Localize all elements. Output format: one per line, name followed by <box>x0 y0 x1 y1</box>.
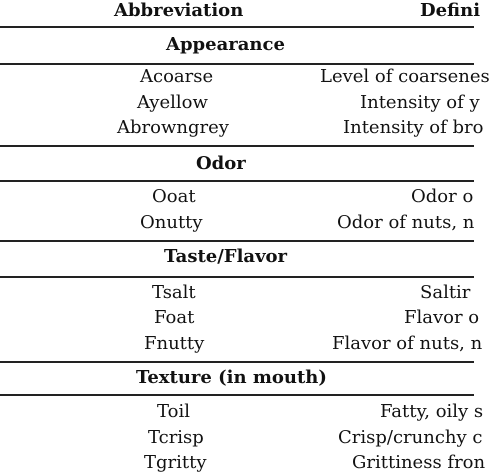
definition-cell: Saltir <box>420 282 471 303</box>
definition-cell: Intensity of y <box>360 92 480 113</box>
abbreviation-cell: Tgritty <box>144 452 207 473</box>
rule-line <box>0 276 474 278</box>
definition-cell: Grittiness fron <box>352 452 486 473</box>
definition-cell: Crisp/crunchy c <box>338 427 483 448</box>
abbreviation-cell: Foat <box>154 307 195 328</box>
abbreviation-cell: Toil <box>157 401 190 422</box>
rule-line <box>0 394 474 396</box>
rule-line <box>0 145 474 147</box>
abbreviation-cell: Abrowngrey <box>117 117 229 138</box>
section-title-odor: Odor <box>196 153 246 174</box>
rule-line <box>0 26 474 28</box>
abbreviation-cell: Onutty <box>140 212 203 233</box>
abbreviation-cell: Tsalt <box>152 282 196 303</box>
section-title-appearance: Appearance <box>166 34 285 55</box>
section-title-taste-flavor: Taste/Flavor <box>164 246 288 267</box>
rule-line <box>0 63 474 65</box>
rule-line <box>0 361 474 363</box>
definition-cell: Level of coarsenes <box>320 66 490 87</box>
definition-cell: Flavor o <box>404 307 480 328</box>
section-title-texture: Texture (in mouth) <box>136 367 327 388</box>
rule-line <box>0 240 474 242</box>
abbreviation-cell: Ayellow <box>137 92 208 113</box>
abbreviation-cell: Fnutty <box>144 333 205 354</box>
definition-cell: Fatty, oily s <box>380 401 484 422</box>
abbreviation-cell: Tcrisp <box>148 427 204 448</box>
abbreviation-cell: Ooat <box>152 186 196 207</box>
definition-cell: Odor o <box>411 186 474 207</box>
column-header-definition: Defini <box>420 0 481 21</box>
column-header-abbreviation: Abbreviation <box>114 0 244 21</box>
definition-cell: Intensity of bro <box>343 117 484 138</box>
abbreviation-cell: Acoarse <box>140 66 214 87</box>
definition-cell: Odor of nuts, n <box>337 212 475 233</box>
definition-cell: Flavor of nuts, n <box>332 333 483 354</box>
rule-line <box>0 180 474 182</box>
